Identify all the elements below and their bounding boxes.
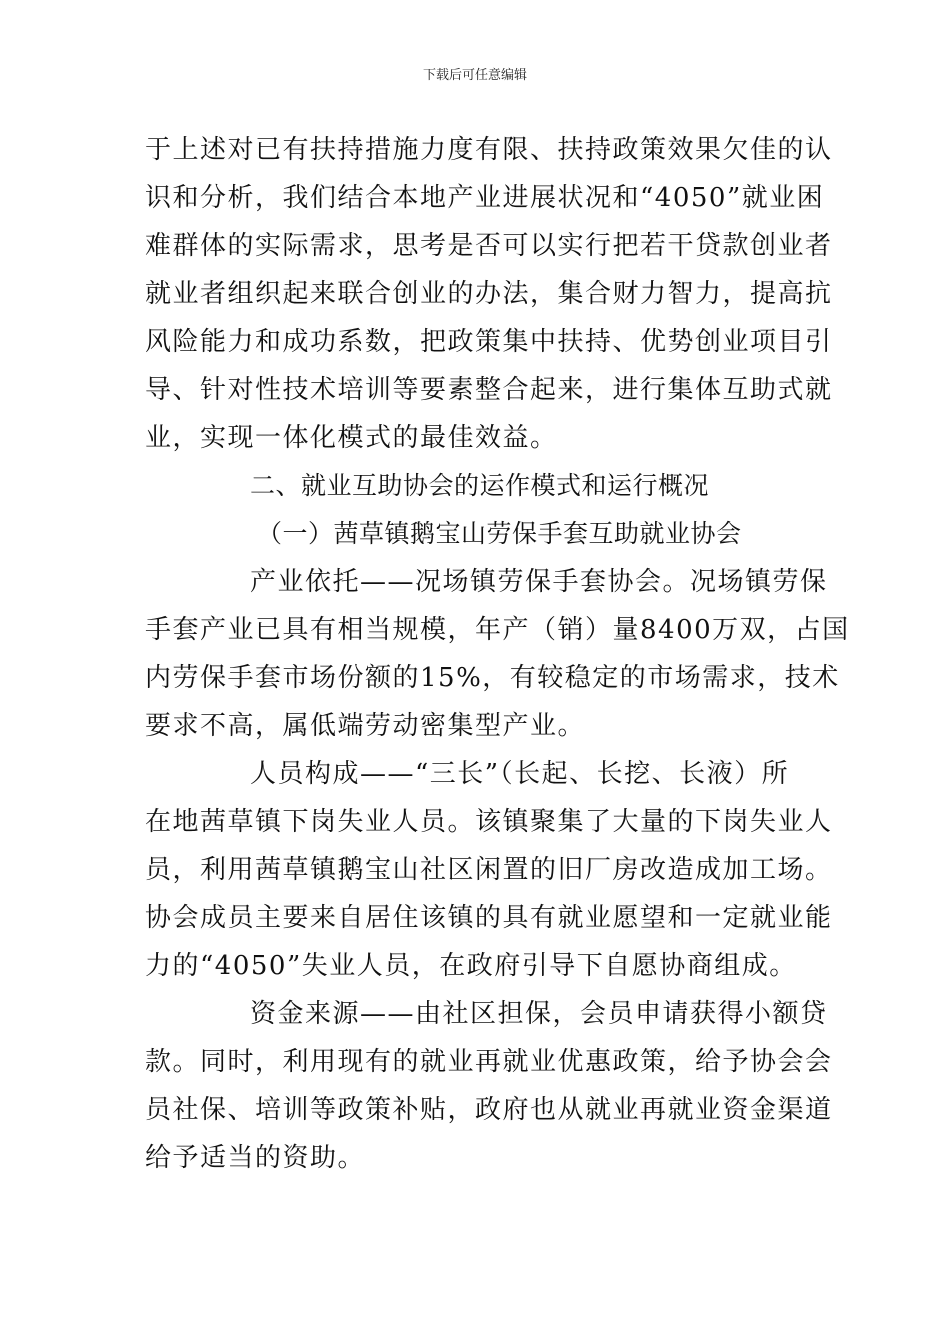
text-line: 资金来源——由社区担保，会员申请获得小额贷 — [250, 999, 828, 1029]
text-line: 人员构成——“三长”（长起、长挖、长液）所 — [250, 759, 790, 789]
paragraph — [145, 990, 833, 1182]
text-line: 就业者组织起来联合创业的办法，集合财力智力，提高抗 — [145, 279, 833, 309]
text-line: 协会成员主要来自居住该镇的具有就业愿望和一定就业能 — [145, 903, 833, 933]
paragraph — [145, 750, 833, 990]
section-heading — [145, 462, 810, 510]
text-line: 手套产业已具有相当规模，年产（销）量8400万双，占国 — [145, 615, 850, 645]
text-line: 风险能力和成功系数，把政策集中扶持、优势创业项目引 — [145, 327, 833, 357]
text-line: 款。同时，利用现有的就业再就业优惠政策，给予协会会 — [145, 1047, 833, 1077]
text-line: 在地茜草镇下岗失业人员。该镇聚集了大量的下岗失业人 — [145, 807, 833, 837]
text-line: 导、针对性技术培训等要素整合起来，进行集体互助式就 — [145, 375, 833, 405]
text-line: 力的“4050”失业人员，在政府引导下自愿协商组成。 — [145, 951, 797, 981]
text-line: 难群体的实际需求，思考是否可以实行把若干贷款创业者 — [145, 231, 833, 261]
text-line: 要求不高，属低端劳动密集型产业。 — [145, 711, 586, 741]
text-line: 给予适当的资助。 — [145, 1143, 366, 1173]
page-header: 下载后可任意编辑 — [422, 68, 527, 83]
text-line: 员，利用茜草镇鹅宝山社区闲置的旧厂房改造成加工场。 — [145, 855, 833, 885]
text-line: 二、就业互助协会的运作模式和运行概况 — [250, 471, 710, 500]
text-line: 识和分析，我们结合本地产业进展状况和“4050”就业困 — [145, 183, 825, 213]
text-line: 于上述对已有扶持措施力度有限、扶持政策效果欠佳的认 — [145, 135, 833, 165]
document-body — [145, 126, 850, 1182]
text-line: 业，实现一体化模式的最佳效益。 — [145, 423, 558, 453]
paragraph — [145, 126, 833, 462]
text-line: 产业依托——况场镇劳保手套协会。况场镇劳保 — [250, 567, 828, 597]
text-line: 内劳保手套市场份额的15%，有较稳定的市场需求，技术 — [145, 663, 840, 693]
subsection-heading — [145, 510, 810, 558]
text-line: 员社保、培训等政策补贴，政府也从就业再就业资金渠道 — [145, 1095, 833, 1125]
paragraph — [145, 558, 850, 750]
text-line: （一）茜草镇鹅宝山劳保手套互助就业协会 — [257, 519, 742, 548]
